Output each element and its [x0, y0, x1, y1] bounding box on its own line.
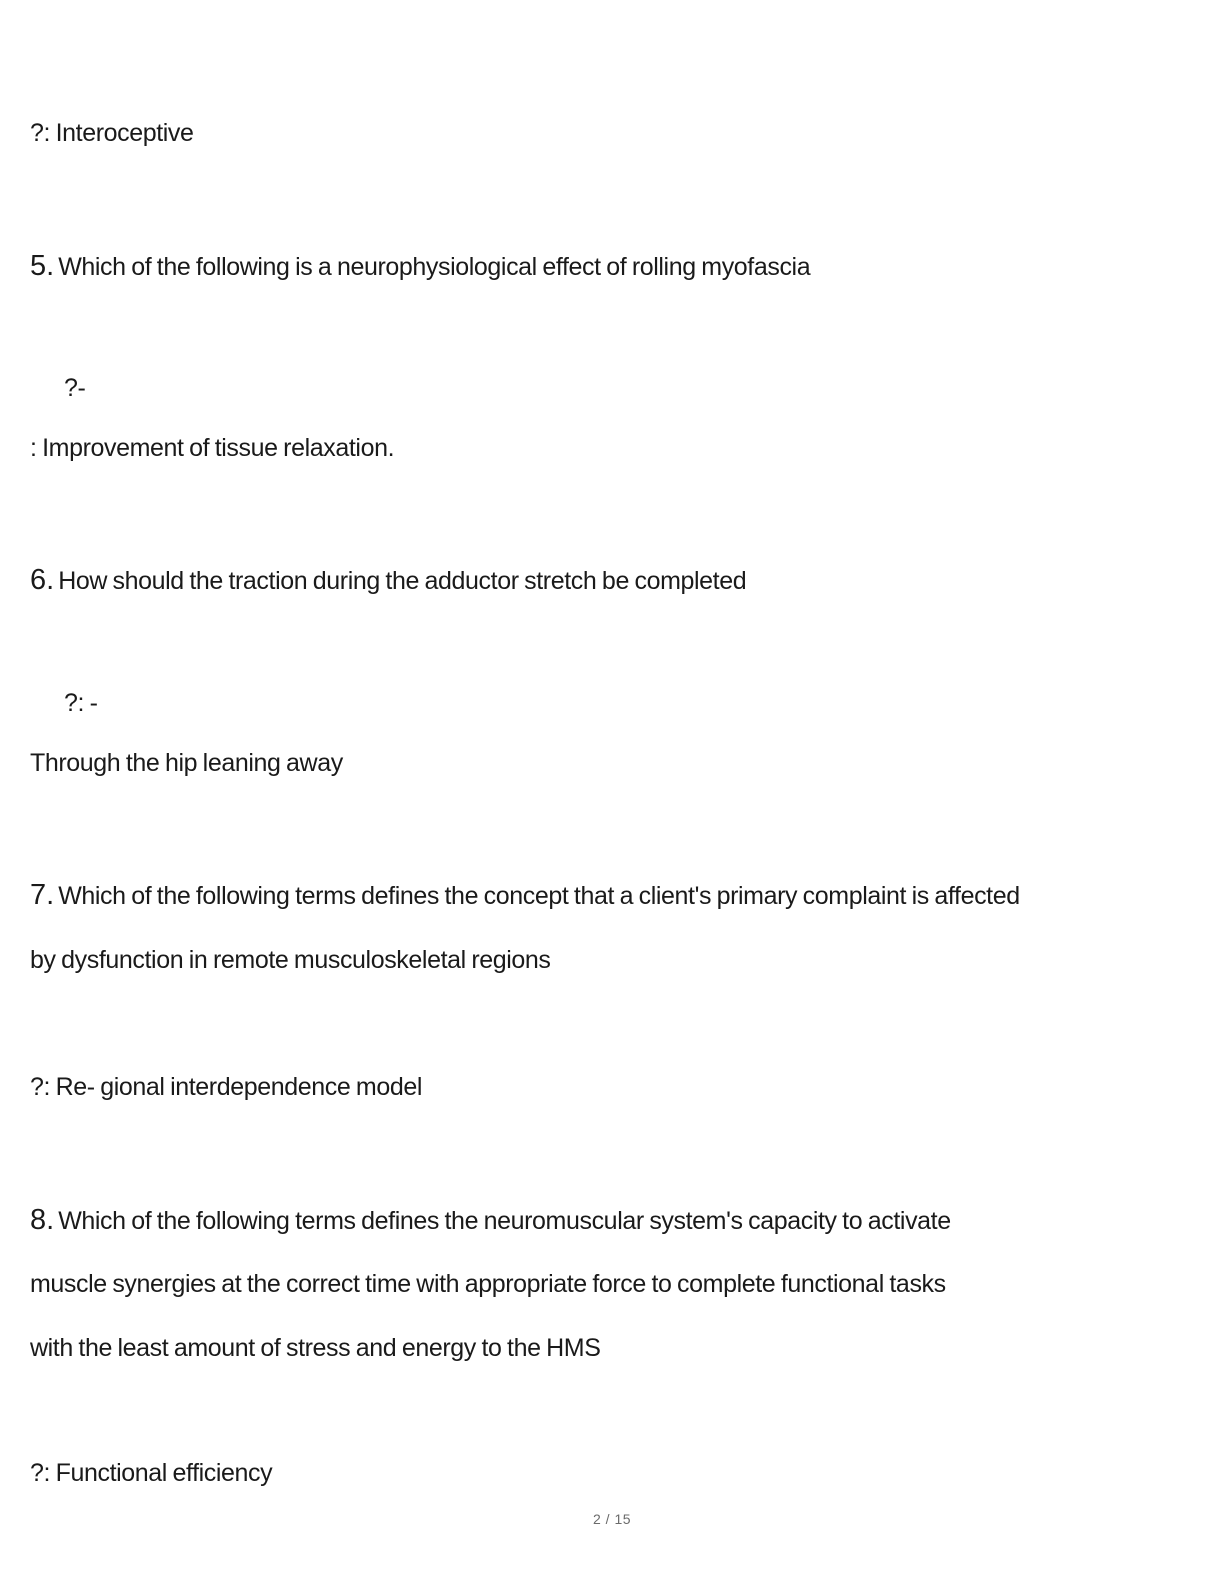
question-6-text: How should the traction during the adductor stretch be completed — [58, 567, 747, 595]
answer-7: ?: Re- gional interdependence model — [30, 1073, 422, 1101]
question-6 — [30, 565, 746, 596]
question-7 — [30, 880, 1020, 911]
question-8-text-line-2: muscle synergies at the correct time with appropriate force to complete functional tasks — [30, 1270, 946, 1298]
question-5-number: 5. — [30, 250, 55, 282]
question-7-text-line-1: Which of the following terms defines the concept that a client's primary complaint is affected — [58, 882, 1020, 910]
question-5 — [30, 251, 810, 282]
answer-6-marker: ?: - — [64, 689, 98, 717]
question-8-number: 8. — [30, 1204, 55, 1236]
page-indicator: 2 / 15 — [592, 1511, 632, 1527]
question-8-text-line-1: Which of the following terms defines the neuromuscular system's capacity to activate — [58, 1207, 951, 1235]
answer-6: Through the hip leaning away — [30, 749, 343, 777]
answer-5-marker: ?- — [64, 374, 86, 402]
question-7-number: 7. — [30, 879, 55, 911]
question-5-text: Which of the following is a neurophysiological effect of rolling myofascia — [58, 253, 811, 281]
question-7-text-line-2: by dysfunction in remote musculoskeletal regions — [30, 946, 551, 974]
answer-8: ?: Functional efficiency — [30, 1459, 273, 1487]
answer-5: : Improvement of tissue relaxation. — [30, 434, 395, 462]
question-8 — [30, 1205, 951, 1236]
question-6-number: 6. — [30, 564, 55, 596]
question-8-text-line-3: with the least amount of stress and energy to the HMS — [30, 1334, 601, 1362]
answer-4: ?: Interoceptive — [30, 119, 194, 147]
